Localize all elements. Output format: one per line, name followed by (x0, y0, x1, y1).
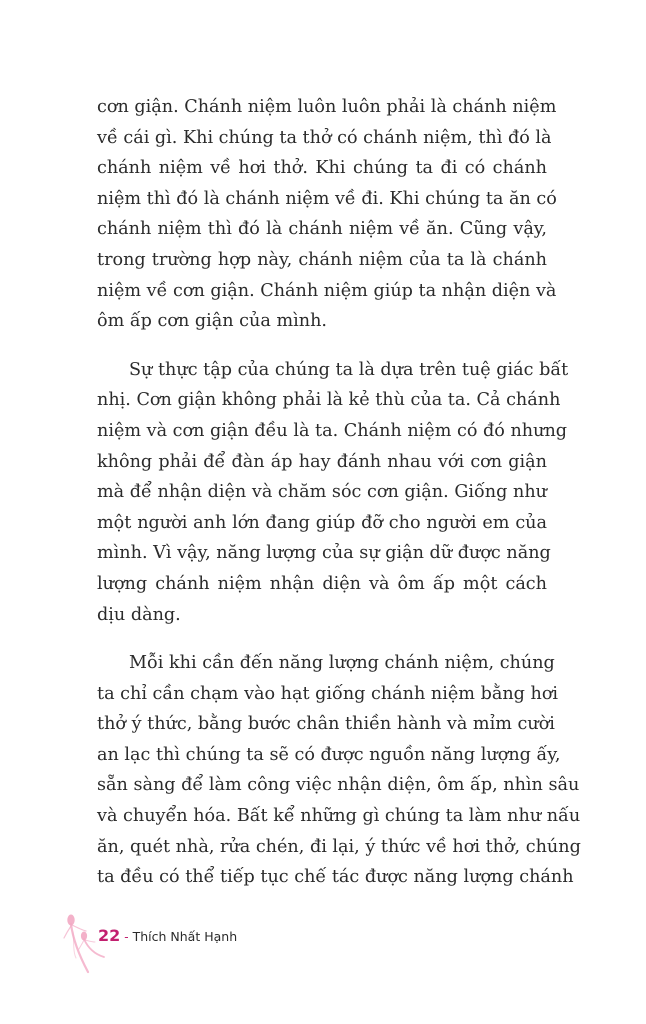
text-line: mà để nhận diện và chăm sóc cơn giận. Giống như (97, 482, 547, 503)
text-line: ôm ấp cơn giận của mình. (97, 311, 328, 332)
folio (98, 926, 237, 945)
text-line: niệm về cơn giận. Chánh niệm giúp ta nhận diện và (97, 280, 557, 301)
text-line: niệm thì đó là chánh niệm về đi. Khi chúng ta ăn có (97, 188, 557, 209)
text-line: ta chỉ cần chạm vào hạt giống chánh niệm bằng hơi (97, 683, 559, 704)
text-line: trong trường hợp này, chánh niệm của ta là chánh (97, 249, 547, 270)
page-footer (60, 912, 360, 982)
paragraph-spacer (97, 630, 547, 648)
paragraph-2 (97, 355, 569, 630)
text-line: không phải để đàn áp hay đánh nhau với cơn giận (97, 451, 547, 472)
pink-fish-ornament-icon (60, 912, 110, 982)
paragraph-spacer (97, 337, 547, 355)
paragraph-3 (97, 648, 581, 893)
text-line: sẵn sàng để làm công việc nhận diện, ôm ấp, nhìn sâu (97, 775, 580, 796)
text-line: cơn giận. Chánh niệm luôn luôn phải là chánh niệm (97, 97, 557, 117)
text-line: an lạc thì chúng ta sẽ có được nguồn năng lượng ấy, (97, 744, 561, 765)
author-name: Thích Nhất Hạnh (132, 929, 238, 944)
text-line: Sự thực tập của chúng ta là dựa trên tuệ giác bất (129, 359, 569, 380)
text-line: về cái gì. Khi chúng ta thở có chánh niệm, thì đó là (97, 127, 552, 148)
folio-separator: - (124, 930, 129, 944)
text-line: ăn, quét nhà, rửa chén, đi lại, ý thức về hơi thở, chúng (97, 836, 581, 857)
paragraph-1 (97, 92, 557, 337)
text-line: mình. Vì vậy, năng lượng của sự giận dữ được năng (97, 543, 551, 564)
text-line: một người anh lớn đang giúp đỡ cho người em của (97, 512, 547, 533)
text-line: chánh niệm về hơi thở. Khi chúng ta đi có chánh (97, 158, 547, 179)
text-line: dịu dàng. (97, 604, 181, 625)
text-line: lượng chánh niệm nhận diện và ôm ấp một cách (97, 573, 547, 594)
page-number: 22 (98, 926, 121, 945)
text-line: Mỗi khi cần đến năng lượng chánh niệm, chúng (129, 653, 555, 674)
text-line: và chuyển hóa. Bất kể những gì chúng ta làm như nấu (97, 806, 581, 827)
text-line: thở ý thức, bằng bước chân thiền hành và mỉm cười (97, 714, 555, 735)
text-line: ta đều có thể tiếp tục chế tác được năng lượng chánh (97, 867, 574, 888)
body-text (97, 92, 581, 893)
text-line: niệm và cơn giận đều là ta. Chánh niệm có đó nhưng (97, 420, 568, 441)
text-line: chánh niệm thì đó là chánh niệm về ăn. Cũng vậy, (97, 219, 547, 240)
text-line: nhị. Cơn giận không phải là kẻ thù của ta. Cả chánh (97, 390, 561, 411)
